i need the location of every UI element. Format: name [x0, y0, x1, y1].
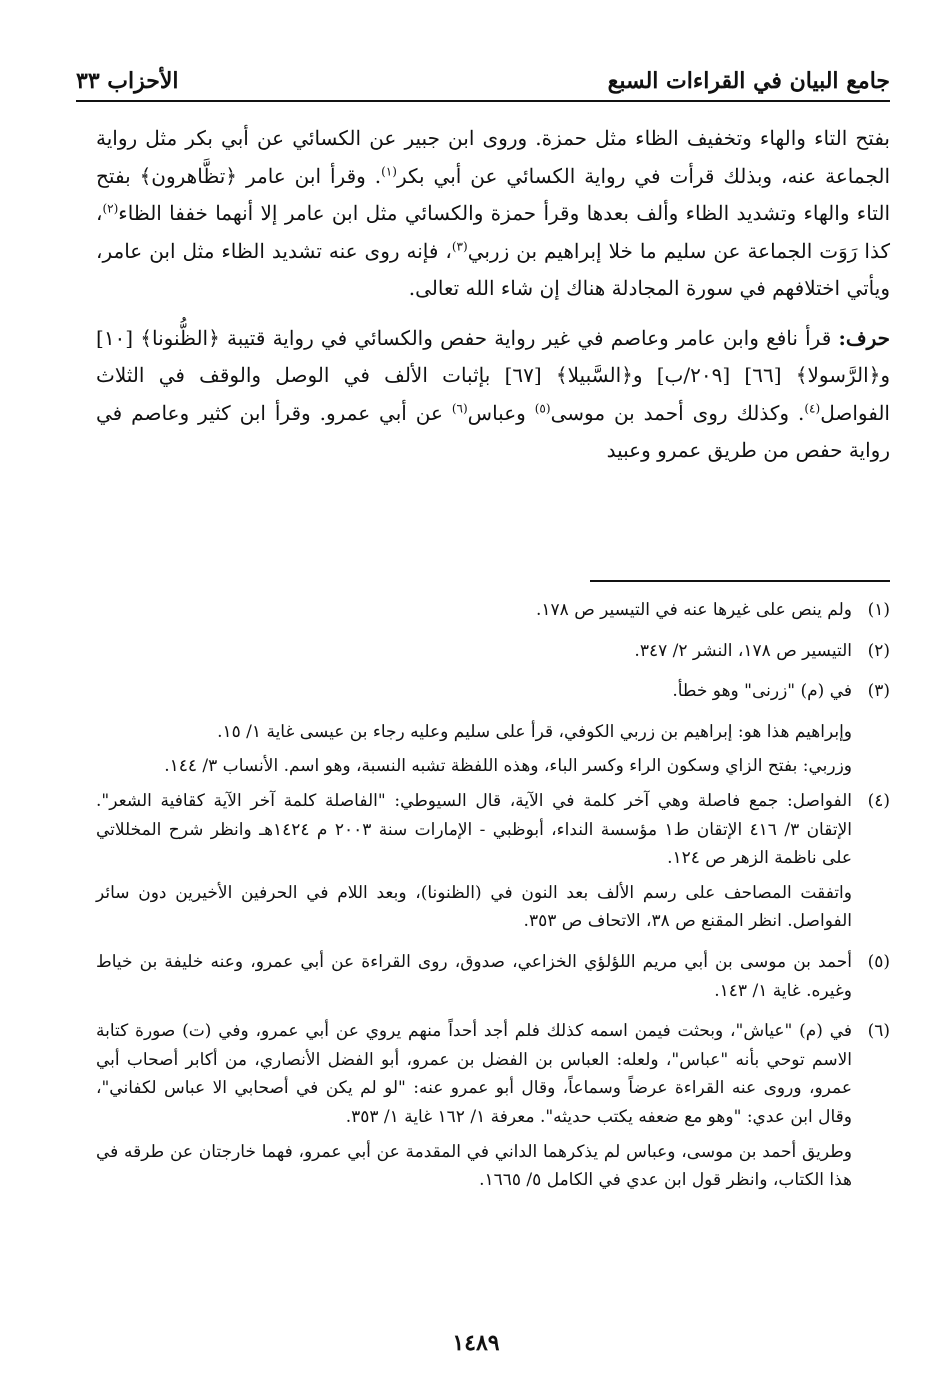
footnote-3-continuation	[96, 718, 852, 781]
main-text	[96, 120, 890, 482]
footnote-6	[96, 1017, 890, 1201]
footnote-number: (١)	[867, 600, 890, 620]
footnote-ref-3: (٣)	[451, 238, 468, 253]
footnote-text: وزربي: بفتح الزاي وسكون الراء وكسر الباء، وهذه اللفظة تشبه النسبة، وهو اسم. الأنساب ٣/ ١٤٤.	[164, 756, 852, 777]
text-segment: . وكذلك روى أحمد بن موسى	[550, 400, 805, 425]
text-segment: عن أبي عمرو. وقرأ ابن كثير وعاصم في رواية حفص من طريق عمرو وعبيد	[96, 400, 890, 462]
footnote-ref-5: (٥)	[534, 400, 551, 415]
footnote-1	[96, 596, 890, 631]
footnote-ref-2: (٢)	[102, 201, 119, 216]
footnote-3	[96, 677, 890, 712]
text-segment: بفتح التاء والهاء وتخفيف الظاء مثل حمزة. وروى ابن جبير عن الكسائي عن أبي بكر مثل رواية الجماعة عنه، وبذلك قرأت في رواية الكسائي عن أبي بكر	[96, 126, 891, 188]
footnote-text: في (م) "عياش"، وبحثت فيمن اسمه كذلك فلم أجد أحداً منهم يروي عن أبي عمرو، وفي (ت) صورة كتابة الاسم توحي بأنه "عباس"، ولعله: العباس بن الفضل بن عمرو، أبو الفضل الأنصاري، من أكابر أصحاب أبي عمرو، وروى عنه القراءة عرضاً وسماعاً، وقال أبو عمرو عنه: "لو لم يكن في أصحابي الا عباس لكفاني"، وقال ابن عدي: "وهو مع ضعفه يكتب حديثه". معرفة ١/ ١٦٢ غاية ١/ ٣٥٣.	[96, 1021, 852, 1127]
section-lead: حرف:	[838, 325, 890, 350]
text-segment: ، كذا رَوَت الجماعة عن سليم ما خلا إبراهيم بن زربي	[96, 201, 890, 263]
footnote-text: في (م) "زرنى" وهو خطأ.	[672, 681, 852, 702]
footnote-ref-6: (٦)	[451, 400, 468, 415]
footnote-number: (٥)	[867, 951, 890, 972]
book-title: جامع البيان في القراءات السبع	[607, 68, 890, 94]
footnote-ref-4: (٤)	[804, 400, 821, 415]
footnote-text: ولم ينص على غيرها عنه في التيسير ص ١٧٨.	[536, 600, 852, 620]
footnote-ref-1: (١)	[381, 163, 397, 178]
footnote-5	[96, 948, 890, 1011]
footnote-text: واتفقت المصاحف على رسم الألف بعد النون في (الظنونا)، وبعد اللام في الحرفين الأخيرين دون سائر الفواصل. انظر المقنع ص ٣٨، الاتحاف ص ٣٥٣.	[96, 882, 852, 932]
footnote-text: التيسير ص ١٧٨، النشر ٢/ ٣٤٧.	[634, 640, 852, 661]
paragraph-1	[96, 120, 890, 308]
footnote-2	[96, 637, 890, 672]
section-title: الأحزاب ٣٣	[76, 68, 179, 94]
paragraph-2	[96, 320, 890, 470]
page-number: ١٤٨٩	[452, 1330, 500, 1356]
footnote-text: أحمد بن موسى بن أبي مريم اللؤلؤي الخزاعي، صدوق، روى القراءة عن أبي عمرو، وعنه خليفة بن خياط وغيره. غاية ١/ ١٤٣.	[96, 951, 852, 1001]
footnote-text: وإبراهيم هذا هو: إبراهيم بن زربي الكوفي، قرأ على سليم وعليه رجاء بن عيسى غاية ١/ ١٥.	[217, 721, 852, 742]
footnote-number: (٦)	[867, 1021, 890, 1042]
running-header	[76, 58, 890, 102]
footnote-4	[96, 787, 890, 942]
text-segment: . وقرأ ابن عامر ﴿تظَّاهرون﴾ بفتح التاء والهاء وتشديد الظاء وألف بعدها وقرأ حمزة والكسائي مثل ابن عامر إلا أنهما خففا الظاء	[96, 163, 890, 225]
footnote-number: (٢)	[867, 640, 890, 661]
footnote-number: (٤)	[867, 790, 890, 811]
footnote-text: وطريق أحمد بن موسى، وعباس لم يذكرهما الداني في المقدمة عن أبي عمرو، فهما خارجتان عن طرقه في هذا الكتاب، وانظر قول ابن عدي في الكامل ٥/ ١٦٦٥.	[96, 1141, 852, 1191]
text-segment: ، فإنه روى عنه تشديد الظاء مثل ابن عامر، ويأتي اختلافهم في سورة المجادلة هناك إن شاء الله تعالى.	[96, 238, 890, 300]
footnote-text: الفواصل: جمع فاصلة وهي آخر كلمة في الآية، قال السيوطي: "الفاصلة كلمة آخر الآية كقافية الشعر". الإتقان ٣/ ٤١٦ الإتقان ط١ مؤسسة النداء، أبوظبي - الإمارات سنة ٢٠٠٣ م ١٤٢٤هـ وانظر شرح المخللاتي على ناظمة الزهر ص ١٢٤.	[96, 790, 852, 869]
footnotes	[96, 596, 890, 1207]
text-segment: وعباس	[467, 400, 535, 425]
footnote-number: (٣)	[867, 681, 890, 702]
footnote-separator	[590, 580, 890, 582]
text-segment: قرأ نافع وابن عامر وعاصم في غير رواية حفص والكسائي في رواية قتيبة ﴿الظُّنونا﴾ [١٠] و﴿الرَّسولا﴾ [٦٦] [٢٠٩/ب] و﴿السَّبيلا﴾ [٦٧] بإثبات الألف في الوصل والوقف في الثلاث الفواصل	[96, 325, 891, 425]
